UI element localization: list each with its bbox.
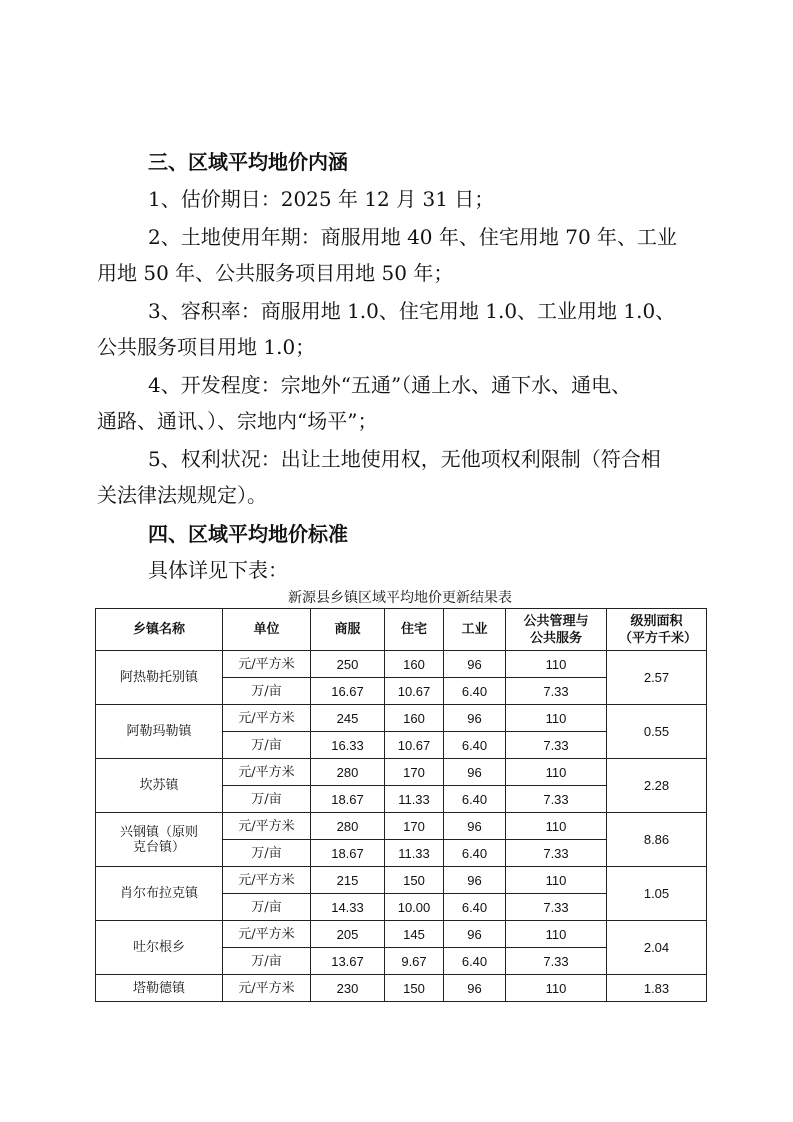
price-cell: 11.33 <box>385 840 444 867</box>
unit-cell: 万/亩 <box>223 732 311 759</box>
township-name: 吐尔根乡 <box>96 921 223 975</box>
unit-cell: 元/平方米 <box>223 813 311 840</box>
table-header-row <box>96 609 707 651</box>
price-cell: 110 <box>506 867 607 894</box>
column-header: 商服 <box>311 609 385 651</box>
unit-cell: 元/平方米 <box>223 759 311 786</box>
price-cell: 250 <box>311 651 385 678</box>
price-cell: 6.40 <box>444 948 506 975</box>
price-cell: 18.67 <box>311 786 385 813</box>
unit-cell: 万/亩 <box>223 840 311 867</box>
price-cell: 96 <box>444 867 506 894</box>
price-cell: 6.40 <box>444 678 506 705</box>
price-cell: 9.67 <box>385 948 444 975</box>
item-3-line1: 3、容积率：商服用地 1.0、住宅用地 1.0、工业用地 1.0、 <box>148 299 676 323</box>
price-cell: 6.40 <box>444 786 506 813</box>
column-header: 乡镇名称 <box>96 609 223 651</box>
price-cell: 96 <box>444 705 506 732</box>
unit-cell: 元/平方米 <box>223 705 311 732</box>
township-name: 坎苏镇 <box>96 759 223 813</box>
price-cell: 10.67 <box>385 678 444 705</box>
price-cell: 215 <box>311 867 385 894</box>
price-cell: 11.33 <box>385 786 444 813</box>
area-cell: 2.28 <box>607 759 707 813</box>
land-price-table <box>95 608 707 1002</box>
unit-cell: 万/亩 <box>223 948 311 975</box>
price-cell: 18.67 <box>311 840 385 867</box>
township-name: 兴钢镇（原则克台镇） <box>96 813 223 867</box>
unit-cell: 万/亩 <box>223 786 311 813</box>
table-row <box>96 975 707 1002</box>
price-cell: 245 <box>311 705 385 732</box>
price-cell: 10.00 <box>385 894 444 921</box>
township-name: 阿热勒托别镇 <box>96 651 223 705</box>
unit-cell: 元/平方米 <box>223 975 311 1002</box>
price-cell: 6.40 <box>444 894 506 921</box>
price-cell: 280 <box>311 759 385 786</box>
price-cell: 6.40 <box>444 732 506 759</box>
price-cell: 16.33 <box>311 732 385 759</box>
item-5-line1: 5、权利状况：出让土地使用权，无他项权利限制（符合相 <box>148 447 661 471</box>
township-name: 阿勒玛勒镇 <box>96 705 223 759</box>
price-cell: 230 <box>311 975 385 1002</box>
section-heading-4: 四、区域平均地价标准 <box>148 522 348 546</box>
column-header: 工业 <box>444 609 506 651</box>
price-cell: 150 <box>385 975 444 1002</box>
area-cell: 0.55 <box>607 705 707 759</box>
price-cell: 7.33 <box>506 840 607 867</box>
table-row <box>96 921 707 948</box>
table-row <box>96 867 707 894</box>
price-cell: 110 <box>506 921 607 948</box>
price-cell: 10.67 <box>385 732 444 759</box>
item-2-line2: 用地 50 年、公共服务项目用地 50 年； <box>97 261 454 285</box>
township-name: 塔勒德镇 <box>96 975 223 1002</box>
price-cell: 110 <box>506 813 607 840</box>
column-header: 单位 <box>223 609 311 651</box>
price-cell: 7.33 <box>506 894 607 921</box>
price-cell: 170 <box>385 759 444 786</box>
price-cell: 7.33 <box>506 732 607 759</box>
unit-cell: 元/平方米 <box>223 867 311 894</box>
price-cell: 16.67 <box>311 678 385 705</box>
item-1: 1、估价期日：2025 年 12 月 31 日； <box>148 187 495 211</box>
price-cell: 96 <box>444 975 506 1002</box>
price-cell: 205 <box>311 921 385 948</box>
price-cell: 160 <box>385 651 444 678</box>
price-cell: 96 <box>444 813 506 840</box>
section-heading-3: 三、区域平均地价内涵 <box>148 150 348 174</box>
table-row <box>96 651 707 678</box>
table-intro: 具体详见下表： <box>148 558 288 582</box>
price-cell: 7.33 <box>506 786 607 813</box>
price-cell: 110 <box>506 759 607 786</box>
price-cell: 7.33 <box>506 678 607 705</box>
unit-cell: 万/亩 <box>223 894 311 921</box>
price-cell: 145 <box>385 921 444 948</box>
table-row <box>96 705 707 732</box>
area-cell: 1.05 <box>607 867 707 921</box>
price-cell: 110 <box>506 975 607 1002</box>
price-cell: 280 <box>311 813 385 840</box>
table-row <box>96 813 707 840</box>
area-cell: 1.83 <box>607 975 707 1002</box>
area-cell: 8.86 <box>607 813 707 867</box>
area-cell: 2.57 <box>607 651 707 705</box>
price-cell: 7.33 <box>506 948 607 975</box>
price-cell: 96 <box>444 759 506 786</box>
table-row <box>96 759 707 786</box>
price-cell: 110 <box>506 651 607 678</box>
area-cell: 2.04 <box>607 921 707 975</box>
unit-cell: 元/平方米 <box>223 921 311 948</box>
column-header: 公共管理与公共服务 <box>506 609 607 651</box>
unit-cell: 万/亩 <box>223 678 311 705</box>
price-cell: 6.40 <box>444 840 506 867</box>
column-header: 级别面积（平方千米） <box>607 609 707 651</box>
price-cell: 96 <box>444 651 506 678</box>
price-cell: 14.33 <box>311 894 385 921</box>
price-cell: 150 <box>385 867 444 894</box>
price-cell: 13.67 <box>311 948 385 975</box>
item-4-line1: 4、开发程度：宗地外“五通”（通上水、通下水、通电、 <box>148 373 632 397</box>
item-2-line1: 2、土地使用年期：商服用地 40 年、住宅用地 70 年、工业 <box>148 225 678 249</box>
item-3-line2: 公共服务项目用地 1.0； <box>97 335 316 359</box>
township-name: 肖尔布拉克镇 <box>96 867 223 921</box>
price-cell: 110 <box>506 705 607 732</box>
price-cell: 96 <box>444 921 506 948</box>
column-header: 住宅 <box>385 609 444 651</box>
price-cell: 160 <box>385 705 444 732</box>
price-cell: 170 <box>385 813 444 840</box>
table-caption: 新源县乡镇区域平均地价更新结果表 <box>288 590 512 606</box>
unit-cell: 元/平方米 <box>223 651 311 678</box>
item-4-line2: 通路、通讯、）、宗地内“场平”； <box>97 409 378 433</box>
item-5-line2: 关法律法规规定）。 <box>97 483 267 507</box>
